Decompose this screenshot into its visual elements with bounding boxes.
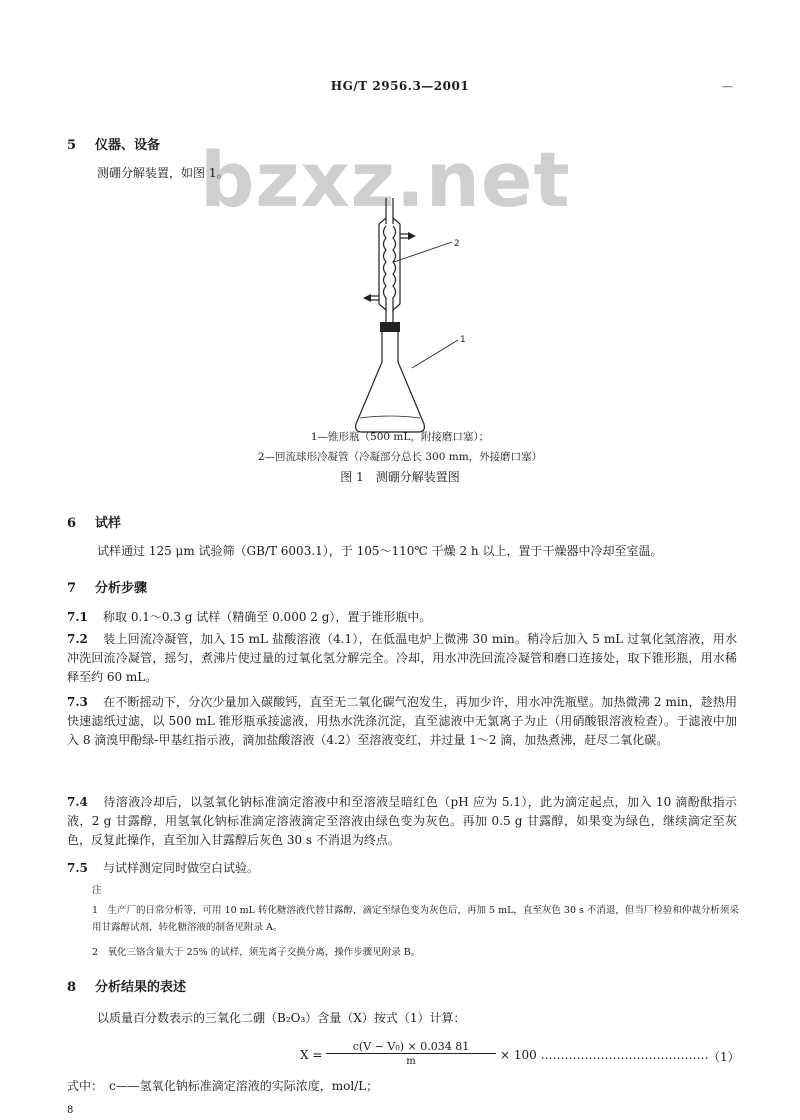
- clause-7-1-text: 称取 0.1～0.3 g 试样（精确至 0.000 2 g），置于锥形瓶中。: [103, 610, 432, 624]
- formula-numerator: c(V − V₀) × 0.034 81: [326, 1040, 496, 1054]
- section-7-heading: [67, 577, 147, 596]
- section-8-number: 8: [67, 980, 77, 995]
- standard-code-header: HG/T 2956.3—2001: [330, 79, 470, 93]
- header-dash: —: [722, 80, 733, 93]
- section-7-number: 7: [67, 581, 77, 596]
- section-6-number: 6: [67, 516, 77, 531]
- formula-where-clause: 式中： c——氢氧化钠标准滴定溶液的实际浓度，mol/L；: [67, 1079, 379, 1093]
- section-5-number: 5: [67, 138, 77, 153]
- clause-7-3: [67, 693, 737, 750]
- section-5-heading: [67, 134, 160, 153]
- clause-7-2-number: 7.2: [67, 632, 88, 646]
- section-6-title: 试样: [95, 516, 122, 531]
- clause-7-2: [67, 630, 737, 687]
- figure-caption-line-2: 2—回流球形冷凝管（冷凝部分总长 300 mm，外接磨口塞）: [257, 451, 543, 463]
- figure-label-1: 1: [460, 335, 466, 345]
- watermark: bzxz.net: [200, 135, 571, 224]
- clause-7-1-number: 7.1: [67, 610, 88, 624]
- section-8-text: 以质量百分数表示的三氧化二硼（B₂O₃）含量（X）按式（1）计算：: [97, 1011, 466, 1025]
- page-number: 8: [67, 1105, 74, 1116]
- section-7-title: 分析步骤: [95, 581, 148, 596]
- section-5-text: 测硼分解装置，如图 1。: [97, 166, 229, 180]
- section-6-heading: [67, 512, 121, 531]
- clause-7-3-text: 在不断摇动下，分次少量加入碳酸钙，直至无二氧化碳气泡发生，再加少许，用水冲洗瓶壁。加热微沸 2 min，趁热用快速滤纸过滤，以 500 mL 锥形瓶承接滤液，用热水洗涤沉淀，直至滤液中无氯离子为止（用硝酸银溶液检查）。于滤液中加入 8 滴溴甲酚绿-甲基红指示液，滴加盐酸溶液（4.2）至溶液变红，并过量 1～2 滴，加热煮沸，赶尽二氧化碳。: [67, 695, 737, 747]
- note-2: 2 氧化三铬含量大于 25% 的试样，须先离子交换分离，操作步骤见附录 B。: [92, 947, 421, 958]
- figure-title: 图 1 测硼分解装置图: [340, 470, 460, 484]
- clause-7-3-number: 7.3: [67, 695, 88, 709]
- formula-equation-number: （1）: [708, 1050, 740, 1064]
- clause-7-4-number: 7.4: [67, 795, 88, 809]
- clause-7-1: [67, 608, 737, 627]
- note-1: 1 生产厂的日常分析等，可用 10 mL 转化糖溶液代替甘露醇，滴定至绿色变为灰色后，再加 5 mL，直至灰色 30 s 不消退，但当厂检验和仲裁分析须采用甘露醇试剂，转化糖溶液的制备见附录 A。: [92, 905, 739, 933]
- clause-7-4-text: 待溶液冷却后，以氢氧化钠标准滴定溶液中和至溶液呈暗红色（pH 应为 5.1），此为滴定起点，加入 10 滴酚酞指示液，2 g 甘露醇，用氢氧化钠标准滴定溶液滴定至溶液由绿色变为灰色。再加 0.5 g 甘露醇，如果变为绿色，继续滴定至灰色，反复此操作，直至加入甘露醇后灰色 30 s 不消退为终点。: [67, 795, 737, 847]
- figure-caption-line-1: 1—锥形瓶（500 mL，附接磨口塞）；: [310, 431, 490, 443]
- section-8-heading: [67, 976, 186, 995]
- section-6-text: 试样通过 125 μm 试验筛（GB/T 6003.1），于 105～110℃ 干燥 2 h 以上，置于干燥器中冷却至室温。: [97, 544, 663, 558]
- clause-7-2-text: 装上回流冷凝管，加入 15 mL 盐酸溶液（4.1），在低温电炉上微沸 30 min。稍冷后加入 5 mL 过氧化氢溶液，用水冲洗回流冷凝管，摇匀，煮沸片使过量的过氧化氢分解完全。冷却，用水冲洗回流冷凝管和磨口连接处，取下锥形瓶，用水稀释至约 60 mL。: [67, 632, 737, 684]
- clause-7-5-number: 7.5: [67, 861, 88, 875]
- formula-lhs: X =: [300, 1048, 323, 1062]
- clause-7-5-text: 与试样测定同时做空白试验。: [103, 861, 260, 875]
- figure-label-2: 2: [454, 239, 460, 249]
- formula-denominator: m: [406, 1056, 416, 1067]
- clause-7-4: [67, 793, 737, 850]
- clause-7-5: [67, 859, 737, 878]
- section-8-title: 分析结果的表述: [95, 980, 187, 995]
- figure-1-apparatus: [300, 192, 500, 442]
- section-5-title: 仪器、设备: [95, 138, 161, 153]
- notes-heading: 注: [92, 885, 102, 896]
- formula-rhs: × 100 ……………………………………: [500, 1048, 709, 1062]
